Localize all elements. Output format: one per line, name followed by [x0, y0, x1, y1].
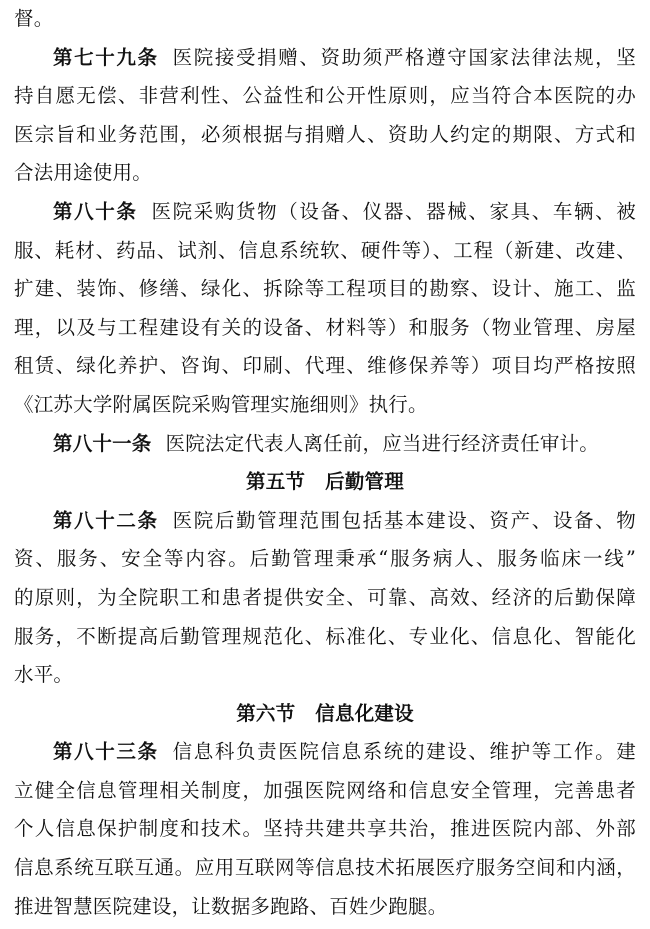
section-6-title: 信息化建设 — [315, 701, 414, 725]
article-79-line-1 — [14, 39, 636, 78]
article-81-line-1 — [14, 425, 636, 464]
article-80-text-1: 医院采购货物（设备、仪器、器械、家具、车辆、被 — [151, 199, 636, 223]
article-82-line-4: 服务，不断提高后勤管理规范化、标准化、专业化、信息化、智能化 — [14, 624, 636, 648]
article-83-label: 第八十三条 — [53, 740, 159, 764]
section-6-number: 第六节 — [236, 701, 296, 725]
section-6-heading — [14, 695, 636, 734]
article-79-line-3: 医宗旨和业务范围，必须根据与捐赠人、资助人约定的期限、方式和 — [14, 122, 636, 146]
article-80-line-6: 《江苏大学附属医院采购管理实施细则》执行。 — [14, 392, 428, 416]
article-83-line-5: 推进智慧医院建设，让数据多跑路、百姓少跑腿。 — [14, 894, 448, 918]
section-5-heading — [14, 463, 636, 502]
article-82-text-1: 医院后勤管理范围包括基本建设、资产、设备、物 — [172, 508, 636, 532]
article-81-label: 第八十一条 — [53, 431, 152, 455]
article-83-text-1: 信息科负责医院信息系统的建设、维护等工作。建 — [172, 740, 636, 764]
article-83-line-3: 个人信息保护制度和技术。坚持共建共享共治，推进医院内部、外部 — [14, 817, 636, 841]
article-83-line-1 — [14, 733, 636, 772]
article-83-line-2: 立健全信息管理相关制度，加强医院网络和信息安全管理，完善患者 — [14, 778, 636, 802]
article-82-line-2: 资、服务、安全等内容。后勤管理秉承“服务病人、服务临床一线” — [14, 547, 636, 571]
document-page — [14, 0, 636, 926]
article-82-line-1 — [14, 502, 636, 541]
article-79-line-2: 持自愿无偿、非营利性、公益性和公开性原则，应当符合本医院的办 — [14, 84, 636, 108]
article-83-line-4: 信息系统互联互通。应用互联网等信息技术拓展医疗服务空间和内涵， — [14, 856, 636, 880]
article-81-text-1: 医院法定代表人离任前，应当进行经济责任审计。 — [165, 431, 599, 455]
fragment-line: 督。 — [14, 7, 54, 30]
article-80-line-1 — [14, 193, 636, 232]
article-79-line-4: 合法用途使用。 — [14, 161, 152, 185]
section-5-title: 后勤管理 — [325, 470, 404, 494]
article-80-line-5: 租赁、绿化养护、咨询、印刷、代理、维修保养等）项目均严格按照 — [14, 354, 636, 378]
article-80-line-4: 理，以及与工程建设有关的设备、材料等）和服务（物业管理、房屋 — [14, 315, 636, 339]
article-80-line-2: 服、耗材、药品、试剂、信息系统软、硬件等）、工程（新建、改建、 — [14, 238, 636, 262]
article-79-label: 第七十九条 — [53, 45, 159, 69]
article-82-line-5: 水平。 — [14, 663, 74, 687]
article-80-line-3: 扩建、装饰、修缮、绿化、拆除等工程项目的勘察、设计、施工、监 — [14, 277, 636, 301]
article-79-text-1: 医院接受捐赠、资助须严格遵守国家法律法规，坚 — [172, 45, 636, 69]
article-82-line-3: 的原则，为全院职工和患者提供安全、可靠、高效、经济的后勤保障 — [14, 585, 636, 609]
section-5-number: 第五节 — [246, 470, 306, 494]
article-80-label: 第八十条 — [53, 199, 138, 223]
article-82-label: 第八十二条 — [53, 508, 159, 532]
